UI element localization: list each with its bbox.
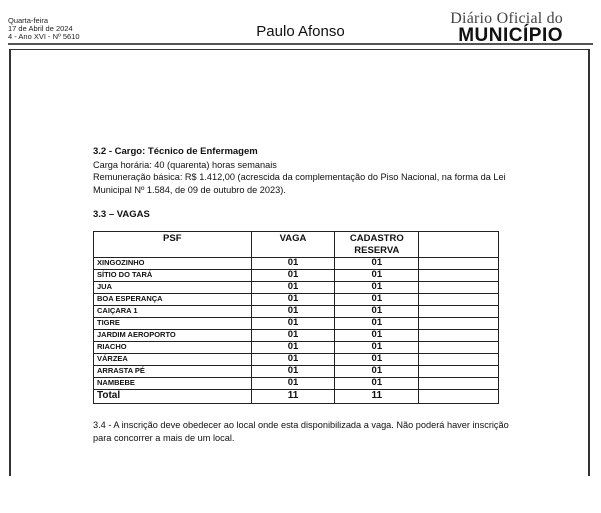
table-row	[94, 329, 499, 341]
vagas-table	[93, 231, 499, 404]
table-total-row	[94, 389, 499, 403]
total-reserva: 11	[335, 389, 419, 403]
reserva-cell: 01	[335, 305, 419, 317]
table-row	[94, 269, 499, 281]
table-row	[94, 377, 499, 389]
brand-line2: MUNICÍPIO	[458, 25, 563, 46]
empty-cell	[419, 269, 499, 281]
empty-cell	[419, 377, 499, 389]
reserva-cell: 01	[335, 269, 419, 281]
empty-cell	[419, 317, 499, 329]
empty-cell	[419, 293, 499, 305]
vaga-cell: 01	[251, 257, 335, 269]
vaga-cell: 01	[251, 293, 335, 305]
cargo-heading: 3.2 - Cargo: Técnico de Enfermagem	[93, 146, 258, 157]
header-empty	[419, 231, 499, 257]
empty-cell	[419, 341, 499, 353]
empty-cell	[419, 305, 499, 317]
publication-date: 17 de Abril de 2024	[8, 24, 73, 33]
brand-line1: Diário Oficial do	[450, 10, 563, 27]
psf-cell: NAMBEBE	[94, 377, 252, 389]
section-3-4-text: 3.4 - A inscrição deve obedecer ao local onde esta disponibilizada a vaga. Não poderá haver inscrição para concorrer a mais de um local.	[93, 419, 509, 443]
brand-logo	[450, 10, 563, 45]
vaga-cell: 01	[251, 353, 335, 365]
reserva-cell: 01	[335, 329, 419, 341]
vaga-cell: 01	[251, 305, 335, 317]
salary-text: Remuneração básica: R$ 1.412,00 (acrescida da complementação do Piso Nacional, na forma da Lei Municipal Nº 1.584, de 09 de outubro de 2023).	[93, 172, 506, 195]
total-vaga: 11	[251, 389, 335, 403]
psf-cell: JARDIM AEROPORTO	[94, 329, 252, 341]
table-row	[94, 341, 499, 353]
header-psf: PSF	[94, 231, 252, 257]
empty-cell	[419, 389, 499, 403]
reserva-cell: 01	[335, 377, 419, 389]
vaga-cell: 01	[251, 329, 335, 341]
total-label: Total	[94, 389, 252, 403]
psf-cell: TIGRE	[94, 317, 252, 329]
psf-cell: SÍTIO DO TARÁ	[94, 269, 252, 281]
empty-cell	[419, 257, 499, 269]
header-cadastro-reserva: CADASTRO RESERVA	[335, 231, 419, 257]
table-row	[94, 305, 499, 317]
empty-cell	[419, 365, 499, 377]
vaga-cell: 01	[251, 317, 335, 329]
header-vaga: VAGA	[251, 231, 335, 257]
reserva-cell: 01	[335, 365, 419, 377]
city-name: Paulo Afonso	[256, 23, 345, 40]
reserva-cell: 01	[335, 353, 419, 365]
psf-cell: CAIÇARA 1	[94, 305, 252, 317]
weekday: Quarta-feira	[8, 16, 49, 25]
table-row	[94, 353, 499, 365]
vaga-cell: 01	[251, 281, 335, 293]
table-header-row	[94, 231, 499, 257]
table-row	[94, 365, 499, 377]
reserva-cell: 01	[335, 317, 419, 329]
table-row	[94, 293, 499, 305]
vaga-cell: 01	[251, 341, 335, 353]
vaga-cell: 01	[251, 269, 335, 281]
vaga-cell: 01	[251, 365, 335, 377]
psf-cell: ARRASTA PÉ	[94, 365, 252, 377]
reserva-cell: 01	[335, 281, 419, 293]
table-row	[94, 317, 499, 329]
reserva-cell: 01	[335, 341, 419, 353]
reserva-cell: 01	[335, 293, 419, 305]
vaga-cell: 01	[251, 377, 335, 389]
reserva-cell: 01	[335, 257, 419, 269]
vagas-heading: 3.3 – VAGAS	[93, 209, 150, 220]
empty-cell	[419, 281, 499, 293]
edition-number: 4 - Ano XVI - Nº 5610	[8, 32, 80, 41]
psf-cell: BOA ESPERANÇA	[94, 293, 252, 305]
header-divider	[8, 43, 593, 45]
empty-cell	[419, 353, 499, 365]
table-row	[94, 281, 499, 293]
psf-cell: RIACHO	[94, 341, 252, 353]
psf-cell: JUA	[94, 281, 252, 293]
psf-cell: VÁRZEA	[94, 353, 252, 365]
document-body	[93, 146, 513, 445]
table-row	[94, 257, 499, 269]
workload-text: Carga horária: 40 (quarenta) horas semanais	[93, 159, 277, 170]
empty-cell	[419, 329, 499, 341]
psf-cell: XINGOZINHO	[94, 257, 252, 269]
